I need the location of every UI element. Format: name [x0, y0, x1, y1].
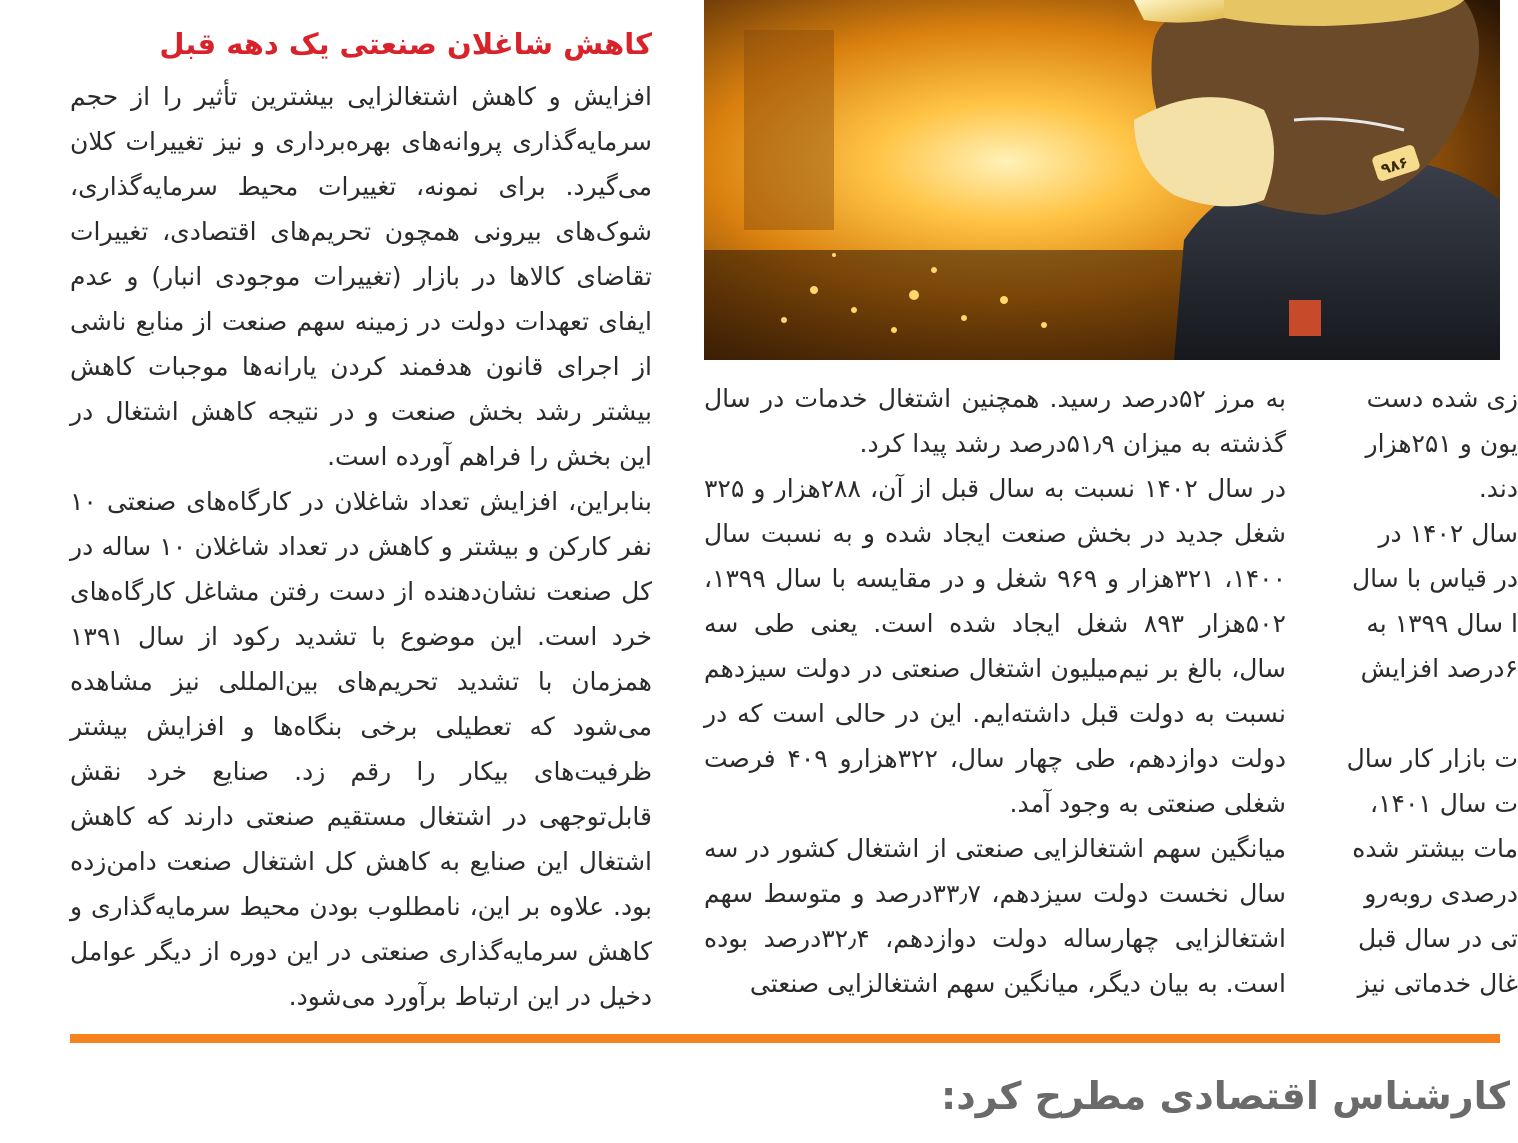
- section-divider: [70, 1034, 1500, 1043]
- middle-paragraph-2: در سال ۱۴۰۲ نسبت به سال قبل از آن، ۲۸۸هزار و ۳۲۵ شغل جدید در بخش صنعت ایجاد شده و به نسبت سال ۱۴۰۰، ۳۲۱هزار و ۹۶۹ شغل و در مقایسه با سال ۱۳۹۹، ۵۰۲هزار ۸۹۳ شغل ایجاد شده است. یعنی طی سه سال، بالغ بر نیم‌میلیون اشتغال صنعتی در دولت سیزدهم نسبت به دولت قبل داشته‌ایم. این در حالی است که در دولت دوازدهم، طی چهار سال، ۳۲۲هزارو ۴۰۹ فرصت شغلی صنعتی به وجود آمد.: [704, 474, 1287, 818]
- middle-paragraph-3: میانگین سهم اشتغالزایی صنعتی از اشتغال کشور در سه سال نخست دولت سیزدهم، ۳۳٫۷درصد و متوسط سهم اشتغالزایی چهارساله دولت دوازدهم، ۳۲٫۴درصد بوده است. به بیان دیگر، میانگین سهم اشتغالزایی صنعتی: [704, 834, 1286, 998]
- middle-paragraph-1: به مرز ۵۲درصد رسید. همچنین اشتغال خدمات در سال گذشته به میزان ۵۱٫۹درصد رشد پیدا کرد.: [704, 384, 1286, 458]
- right-line: مات بیشتر شده: [1352, 834, 1518, 863]
- right-line: در قیاس با سال: [1352, 564, 1518, 593]
- steel-worker-photo: [704, 0, 1500, 360]
- left-text-column: [70, 74, 652, 1019]
- right-line: دند.: [1478, 474, 1518, 503]
- left-paragraph-2: بنابراین، افزایش تعداد شاغلان در کارگاه‌های صنعتی ۱۰ نفر کارکن و بیشتر و کاهش در تعداد شاغلان ۱۰ ساله در کل صنعت نشان‌دهنده از دست رفتن مشاغل کارگاه‌های خرد است. این موضوع با تشدید رکود از سال ۱۳۹۱ همزمان با تشدید تحریم‌های بین‌المللی نیز مشاهده می‌شود که تعطیلی برخی بنگاه‌ها و افزایش بیشتر ظرفیت‌های بیکار را رقم زد. صنایع خرد نقش قابل‌توجهی در اشتغال مستقیم صنعتی دارند که کاهش اشتغال این صنایع به کاهش کل اشتغال صنعت دامن‌زده بود. علاوه بر این، نامطلوب بودن محیط سرمایه‌گذاری و کاهش سرمایه‌گذاری صنعتی در این دوره از دیگر عوامل دخیل در این ارتباط برآورد می‌شود.: [70, 487, 652, 1011]
- right-line: تی در سال قبل: [1358, 924, 1518, 953]
- right-line: سال ۱۴۰۲ در: [1378, 519, 1518, 548]
- right-line: ۶درصد افزایش: [1360, 654, 1518, 683]
- right-line: یون و ۲۵۱هزار: [1365, 429, 1518, 458]
- next-article-title: کارشناس اقتصادی مطرح کرد:: [941, 1074, 1510, 1118]
- article-heading: کاهش شاغلان صنعتی یک دهه قبل: [159, 27, 652, 61]
- right-line: زی شده دست: [1366, 384, 1518, 413]
- right-text-column-cropped: [1338, 376, 1518, 1006]
- right-line: ت سال ۱۴۰۱،: [1370, 789, 1518, 818]
- photo-illustration: [704, 0, 1500, 360]
- middle-text-column: [704, 376, 1286, 1006]
- right-line: درصدی روبه‌رو: [1364, 879, 1518, 908]
- right-line: غال خدماتی نیز: [1357, 969, 1518, 998]
- right-line: [1338, 691, 1518, 736]
- right-line: ا سال ۱۳۹۹ به: [1366, 609, 1518, 638]
- right-line: ت بازار کار سال: [1346, 744, 1518, 773]
- left-paragraph-1: افزایش و کاهش اشتغالزایی بیشترین تأثیر را از حجم سرمایه‌گذاری پروانه‌های بهره‌برداری و نیز تغییرات کلان می‌گیرد. برای نمونه، تغییرات محیط سرمایه‌گذاری، شوک‌های بیرونی همچون تحریم‌های اقتصادی، تغییرات تقاضای کالاها در بازار (تغییرات موجودی انبار) و عدم ایفای تعهدات دولت در زمینه سهم صنعت از منابع ناشی از اجرای قانون هدفمند کردن یارانه‌ها موجبات کاهش بیشتر رشد بخش صنعت و در نتیجه کاهش اشتغال در این بخش را فراهم آورده است.: [70, 82, 652, 471]
- photo-badge-text: ۹۸۶: [1378, 152, 1411, 179]
